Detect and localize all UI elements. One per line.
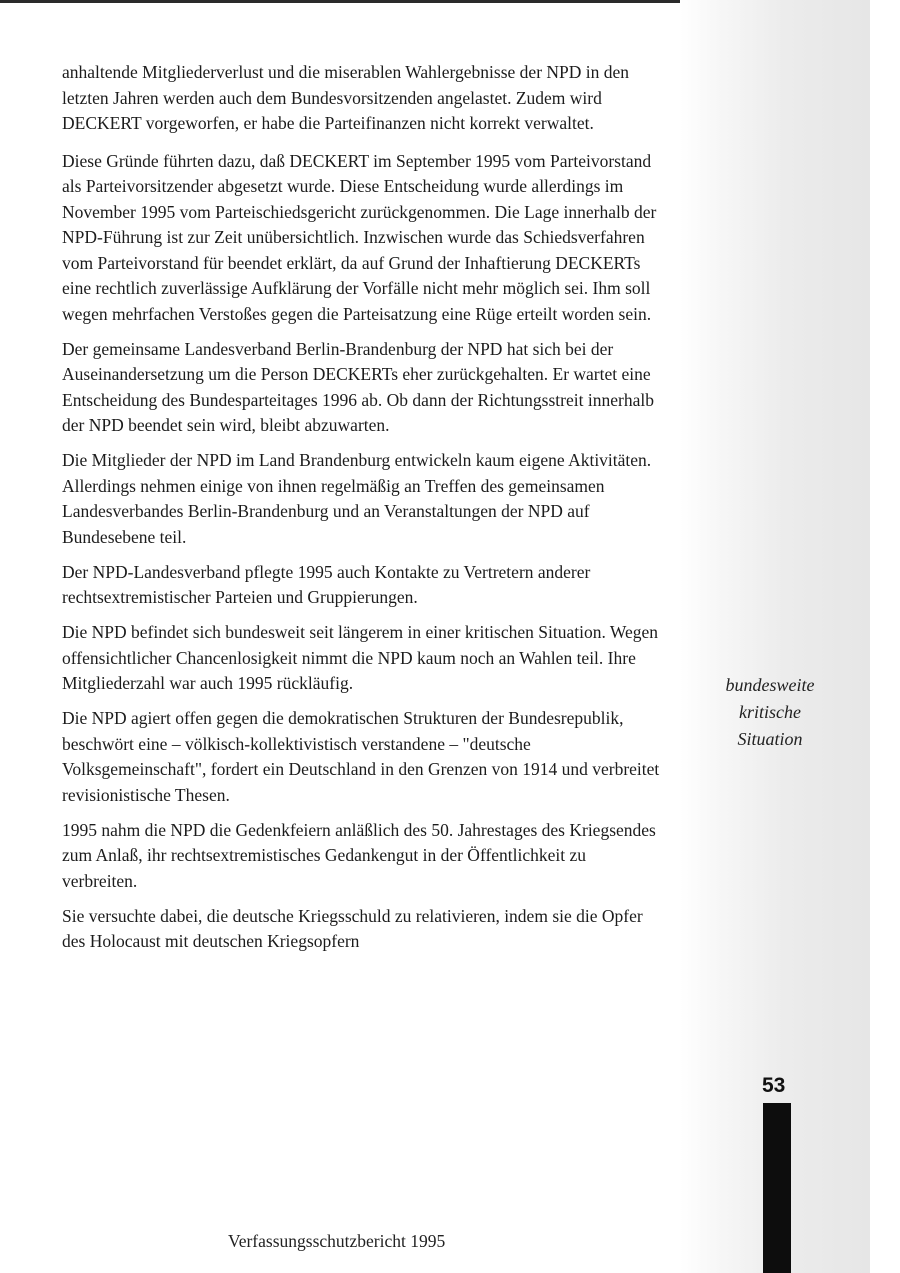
paragraph: Der gemeinsame Landesverband Berlin-Brandenburg der NPD hat sich bei der Auseinandersetzung um die Person DECKERTs eher zurückgehalten. Er wartet eine Entscheidung des Bundesparteitages 1996 ab. Ob dann der Richtungsstreit innerhalb der NPD beendet sein wird, bleibt abzuwarten. [62, 338, 654, 435]
margin-note [700, 672, 840, 753]
paragraph: Die NPD agiert offen gegen die demokratischen Strukturen der Bundesrepublik, beschwört eine – völkisch-kollektivistisch verstandene – "deutsche Volksgemeinschaft", fordert ein Deutschland in den Grenzen von 1914 und verbreitet revisionistische Thesen. [62, 708, 660, 805]
paragraph: Sie versuchte dabei, die deutsche Kriegsschuld zu relativieren, indem sie die Opfer des Holocaust mit deutschen Kriegsopfern [62, 905, 643, 951]
margin-note-line: kritische [739, 702, 801, 722]
page-number: 53 [762, 1074, 786, 1097]
paragraph: anhaltende Mitgliederverlust und die miserablen Wahlergebnisse der NPD in den letzten Jahren werden auch dem Bundesvorsitzenden angelastet. Zudem wird DECKERT vorgeworfen, er habe die Parteifinanzen nicht korrekt verwaltet. [62, 62, 630, 133]
paragraph: Die Mitglieder der NPD im Land Brandenburg entwickeln kaum eigene Aktivitäten. Allerdings nehmen einige von ihnen regelmäßig an Treffen des gemeinsamen Landesverbandes Berlin-Brandenburg und an Veranstaltungen der NPD auf Bundesebene teil. [62, 450, 652, 547]
paragraph: 1995 nahm die NPD die Gedenkfeiern anläßlich des 50. Jahrestages des Kriegsendes zum Anlaß, ihr rechtsextremistisches Gedankengut in der Öffentlichkeit zu verbreiten. [62, 819, 656, 891]
paragraph: Diese Gründe führten dazu, daß DECKERT im September 1995 vom Parteivorstand als Parteivorsitzender abgesetzt wurde. Diese Entscheidung wurde allerdings im November 1995 vom Parteischiedsgericht zurückgenommen. Die Lage innerhalb der NPD-Führung ist zur Zeit unübersichtlich. Inzwischen wurde das Schiedsverfahren vom Parteivorstand für beendet erklärt, da auf Grund der Inhaftierung DECKERTs eine rechtlich zuverlässige Aufklärung der Vorfälle nicht mehr möglich sei. Ihm soll wegen mehrfachen Verstoßes gegen die Parteisatzung eine Rüge erteilt worden sein. [62, 150, 657, 324]
margin-note-line: bundesweite [725, 675, 815, 695]
paragraph: Der NPD-Landesverband pflegte 1995 auch Kontakte zu Vertretern anderer rechtsextremistischer Parteien und Gruppierungen. [62, 561, 591, 607]
paragraph: Die NPD befindet sich bundesweit seit längerem in einer kritischen Situation. Wegen offensichtlicher Chancenlosigkeit nimmt die NPD kaum noch an Wahlen teil. Ihre Mitgliederzahl war auch 1995 rückläufig. [62, 622, 659, 693]
main-text [62, 60, 662, 964]
page-marker-bar [763, 1103, 791, 1273]
margin-note-line: Situation [737, 729, 803, 749]
footer: Verfassungsschutzbericht 1995 [228, 1231, 446, 1251]
